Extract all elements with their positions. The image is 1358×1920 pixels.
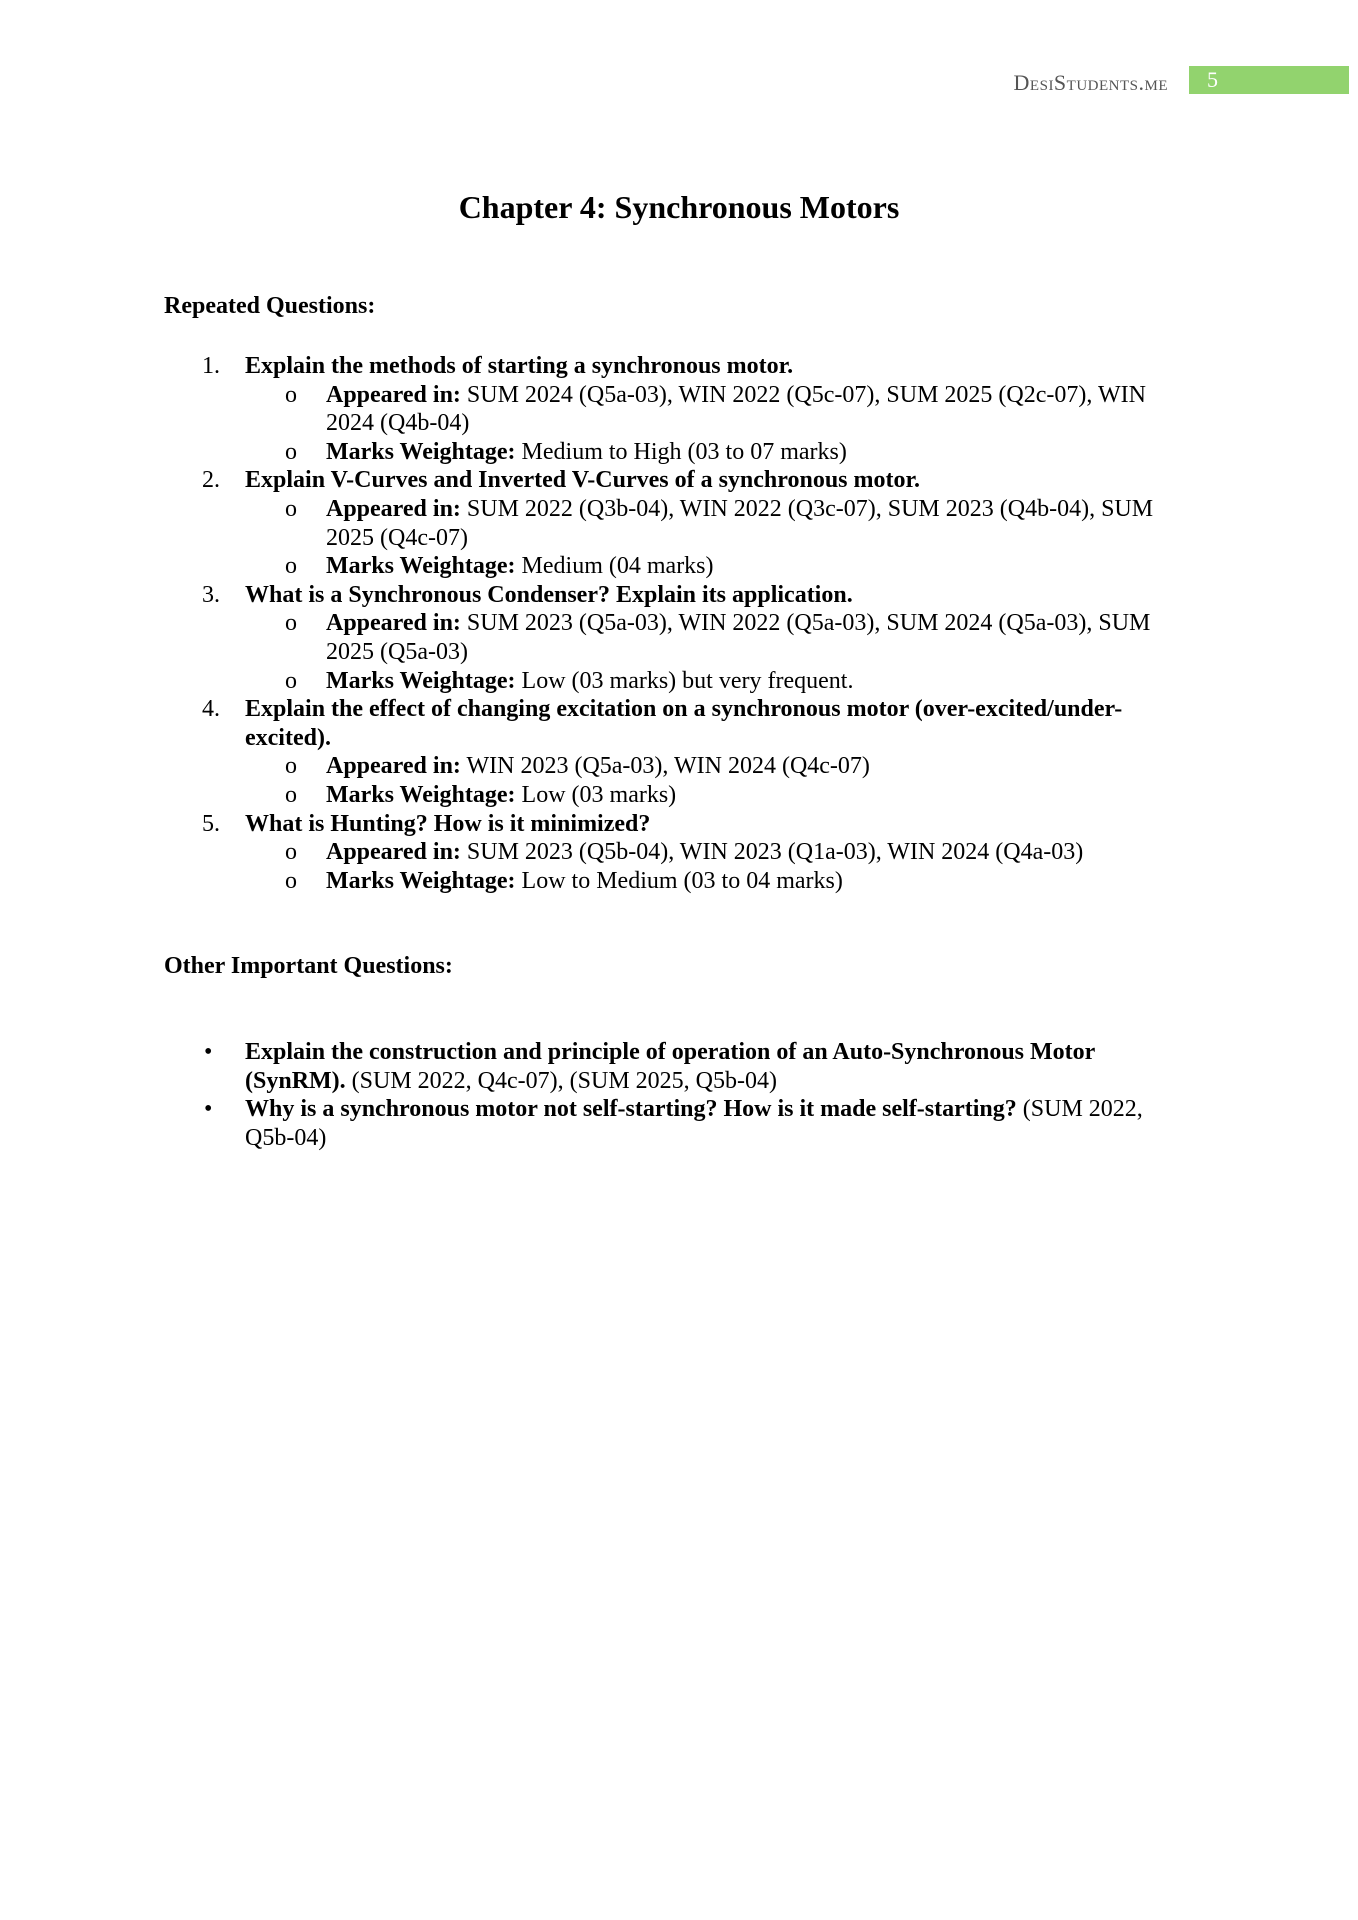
marks-value: Low (03 marks) but very frequent.	[515, 667, 854, 694]
marks-item	[0, 781, 1358, 810]
sub-bullet: o	[285, 438, 297, 465]
marks-label: Marks Weightage:	[326, 438, 516, 465]
question-item	[0, 466, 1358, 495]
sub-bullet: o	[285, 381, 297, 408]
question-item	[0, 810, 1358, 839]
page-header	[0, 66, 1358, 98]
repeated-questions-list	[0, 352, 1358, 895]
question-text: What is a Synchronous Condenser? Explain its application.	[245, 581, 853, 608]
appeared-value: SUM 2023 (Q5a-03), WIN 2022 (Q5a-03), SUM 2024 (Q5a-03), SUM 2025 (Q5a-03)	[326, 610, 1151, 665]
sub-bullet: o	[285, 610, 297, 637]
appeared-value: SUM 2023 (Q5b-04), WIN 2023 (Q1a-03), WIN 2024 (Q4a-03)	[460, 839, 1084, 866]
question-number: 3.	[202, 581, 220, 608]
sub-bullet: o	[285, 753, 297, 780]
question-number: 1.	[202, 353, 220, 379]
marks-value: Low to Medium (03 to 04 marks)	[515, 867, 843, 894]
bullet-icon: •	[204, 1039, 213, 1065]
question-text: What is Hunting? How is it minimized?	[245, 810, 651, 837]
marks-item	[0, 667, 1358, 696]
other-questions-heading: Other Important Questions:	[164, 953, 453, 979]
appeared-label: Appeared in:	[326, 753, 461, 780]
question-number: 4.	[202, 696, 220, 723]
chapter-title: Chapter 4: Synchronous Motors	[458, 189, 900, 225]
marks-label: Marks Weightage:	[326, 781, 516, 808]
marks-value: Low (03 marks)	[515, 781, 677, 808]
list-item	[0, 1095, 1358, 1152]
question-item	[0, 581, 1358, 610]
appeared-label: Appeared in:	[326, 839, 461, 866]
marks-item	[0, 552, 1358, 581]
appeared-label: Appeared in:	[326, 495, 461, 522]
sub-bullet: o	[285, 553, 297, 580]
site-name: DesiStudents.me	[1013, 70, 1168, 95]
question-number: 2.	[202, 467, 220, 494]
repeated-questions-heading: Repeated Questions:	[164, 293, 376, 319]
marks-item	[0, 867, 1358, 896]
list-item	[0, 1038, 1358, 1095]
question-item	[0, 352, 1358, 381]
question-text: Why is a synchronous motor not self-starting? How is it made self-starting?	[245, 1096, 1017, 1123]
marks-label: Marks Weightage:	[326, 667, 516, 694]
page-number: 5	[1189, 66, 1349, 94]
question-text: Explain V-Curves and Inverted V-Curves of a synchronous motor.	[245, 467, 920, 494]
appeared-value: SUM 2024 (Q5a-03), WIN 2022 (Q5c-07), SUM 2025 (Q2c-07), WIN 2024 (Q4b-04)	[326, 381, 1146, 437]
sub-bullet: o	[285, 839, 297, 866]
marks-item	[0, 438, 1358, 467]
sub-bullet: o	[285, 867, 297, 894]
bullet-icon: •	[204, 1096, 213, 1123]
sub-bullet: o	[285, 667, 297, 694]
appeared-label: Appeared in:	[326, 381, 461, 408]
appeared-in-item	[0, 495, 1358, 552]
appeared-in-item	[0, 752, 1358, 781]
question-reference: (SUM 2022, Q4c-07), (SUM 2025, Q5b-04)	[345, 1067, 777, 1094]
marks-label: Marks Weightage:	[326, 867, 516, 894]
question-text: Explain the construction and principle of operation of an Auto-Synchronous Motor (SynRM).	[245, 1039, 1095, 1094]
appeared-in-item	[0, 381, 1358, 438]
question-reference: (SUM 2022, Q5b-04)	[245, 1096, 1143, 1151]
appeared-in-item	[0, 838, 1358, 867]
question-number: 5.	[202, 810, 220, 837]
appeared-value: SUM 2022 (Q3b-04), WIN 2022 (Q3c-07), SUM 2023 (Q4b-04), SUM 2025 (Q4c-07)	[326, 495, 1154, 551]
question-text: Explain the methods of starting a synchronous motor.	[245, 353, 794, 379]
marks-label: Marks Weightage:	[326, 553, 516, 580]
marks-value: Medium (04 marks)	[515, 553, 714, 580]
appeared-value: WIN 2023 (Q5a-03), WIN 2024 (Q4c-07)	[460, 753, 870, 780]
sub-bullet: o	[285, 781, 297, 808]
sub-bullet: o	[285, 495, 297, 522]
question-item	[0, 695, 1358, 752]
appeared-label: Appeared in:	[326, 610, 461, 637]
question-text: Explain the effect of changing excitation on a synchronous motor (over-excited/under-excited).	[245, 696, 1123, 751]
other-questions-list	[0, 1038, 1358, 1152]
appeared-in-item	[0, 609, 1358, 666]
marks-value: Medium to High (03 to 07 marks)	[515, 438, 847, 465]
